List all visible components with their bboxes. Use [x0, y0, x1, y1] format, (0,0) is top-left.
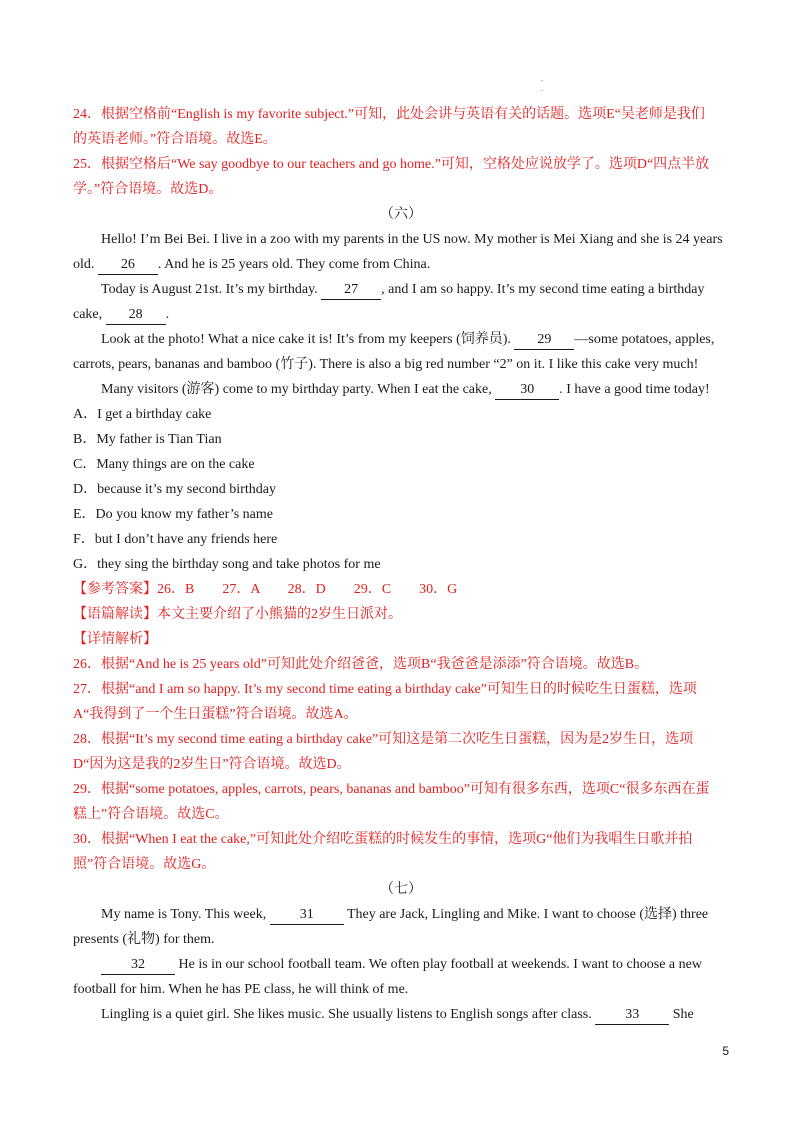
- explanation-25-line1: 25．根据空格后“We say goodbye to our teachers and go home.”可知，空格处应说放学了。选项D“四点半放: [73, 157, 710, 172]
- blank-33: 33: [595, 1006, 669, 1025]
- explanation-24-line1: 24．根据空格前“English is my favorite subject.”可知，此处会讲与英语有关的话题。选项E“吴老师是我们: [73, 107, 705, 122]
- top-dots: . .: [541, 74, 543, 93]
- blank-28: 28: [106, 306, 166, 325]
- blank-27: 27: [321, 281, 381, 300]
- detail-heading: 【详情解析】: [73, 632, 157, 647]
- passage-7-para1-line2: presents (礼物) for them.: [73, 932, 215, 947]
- page-number: 5: [722, 1044, 729, 1058]
- text: My name is Tony. This week,: [101, 907, 267, 922]
- passage-6-para3-line1: [73, 327, 729, 352]
- option-a: A．I get a birthday cake: [73, 407, 212, 422]
- explanation-29-line1: 29．根据“some potatoes, apples, carrots, pears, bananas and bamboo”可知有很多东西，选项C“很多东西在蛋: [73, 782, 710, 797]
- text: They are Jack, Lingling and Mike. I want to choose (选择) three: [346, 907, 709, 922]
- text: Look at the photo! What a nice cake it is! It’s from my keepers (饲养员).: [101, 332, 511, 347]
- explanation-27-line2: A“我得到了一个生日蛋糕”符合语境。故选A。: [73, 707, 358, 722]
- text: , and I am so happy. It’s my second time eating a birthday: [381, 282, 705, 297]
- blank-32: 32: [101, 956, 175, 975]
- passage-6-para1-line2: [73, 252, 729, 277]
- option-g: G．they sing the birthday song and take photos for me: [73, 557, 381, 572]
- text: . I have a good time today!: [559, 382, 710, 397]
- passage-7-para2-line1: [73, 952, 729, 977]
- passage-7-para2-line2: football for him. When he has PE class, he will think of me.: [73, 982, 409, 997]
- passage-6-para4-line1: [73, 377, 729, 402]
- passage-6-para3-line2: carrots, pears, bananas and bamboo (竹子). There is also a big red number “2” on it. I like this cake very much!: [73, 357, 699, 372]
- explanation-30-line1: 30．根据“When I eat the cake,”可知此处介绍吃蛋糕的时候发生的事情，选项G“他们为我唱生日歌并拍: [73, 832, 693, 847]
- explanation-27-line1: 27．根据“and I am so happy. It’s my second time eating a birthday cake”可知生日的时候吃生日蛋糕，选项: [73, 682, 697, 697]
- text: Many visitors (游客) come to my birthday party. When I eat the cake,: [101, 382, 492, 397]
- text: Today is August 21st. It’s my birthday.: [101, 282, 318, 297]
- text: Lingling is a quiet girl. She likes music. She usually listens to English songs after class.: [101, 1007, 592, 1022]
- passage-6-para1-line1: Hello! I’m Bei Bei. I live in a zoo with my parents in the US now. My mother is Mei Xiang and she is 24 years: [101, 232, 723, 247]
- section-6-heading: （六）: [380, 207, 422, 222]
- section-7-heading: （七）: [380, 882, 422, 897]
- explanation-25-line2: 学。”符合语境。故选D。: [73, 182, 223, 197]
- text: —some potatoes, apples,: [574, 332, 715, 347]
- option-e: E．Do you know my father’s name: [73, 507, 273, 522]
- option-d: D．because it’s my second birthday: [73, 482, 276, 497]
- passage-6-para2-line2: [73, 302, 729, 327]
- page-content: [73, 102, 729, 1027]
- passage-7-para1-line1: [73, 902, 729, 927]
- text: old.: [73, 257, 95, 272]
- option-c: C．Many things are on the cake: [73, 457, 255, 472]
- option-b: B．My father is Tian Tian: [73, 432, 222, 447]
- explanation-29-line2: 糕上”符合语境。故选C。: [73, 807, 229, 822]
- option-f: F．but I don’t have any friends here: [73, 532, 278, 547]
- text: She: [672, 1007, 694, 1022]
- blank-31: 31: [270, 906, 344, 925]
- blank-30: 30: [495, 381, 559, 400]
- answer-key: 【参考答案】26．B 27．A 28．D 29．C 30．G: [73, 582, 458, 597]
- text: .: [165, 307, 170, 322]
- passage-6-para2-line1: [73, 277, 729, 302]
- text: . And he is 25 years old. They come from China.: [157, 257, 431, 272]
- explanation-26: 26．根据“And he is 25 years old”可知此处介绍爸爸，选项B“我爸爸是添添”符合语境。故选B。: [73, 657, 649, 672]
- blank-26: 26: [98, 256, 158, 275]
- explanation-28-line2: D“因为这是我的2岁生日”符合语境。故选D。: [73, 757, 351, 772]
- blank-29: 29: [514, 331, 574, 350]
- explanation-30-line2: 照”符合语境。故选G。: [73, 857, 216, 872]
- text: cake,: [73, 307, 103, 322]
- explanation-28-line1: 28．根据“It’s my second time eating a birthday cake”可知这是第二次吃生日蛋糕，因为是2岁生日，选项: [73, 732, 694, 747]
- passage-7-para3-line1: [73, 1002, 729, 1027]
- explanation-24-line2: 的英语老师。”符合语境。故选E。: [73, 132, 277, 147]
- passage-summary: 【语篇解读】本文主要介绍了小熊猫的2岁生日派对。: [73, 607, 402, 622]
- text: He is in our school football team. We often play football at weekends. I want to choose a new: [178, 957, 702, 972]
